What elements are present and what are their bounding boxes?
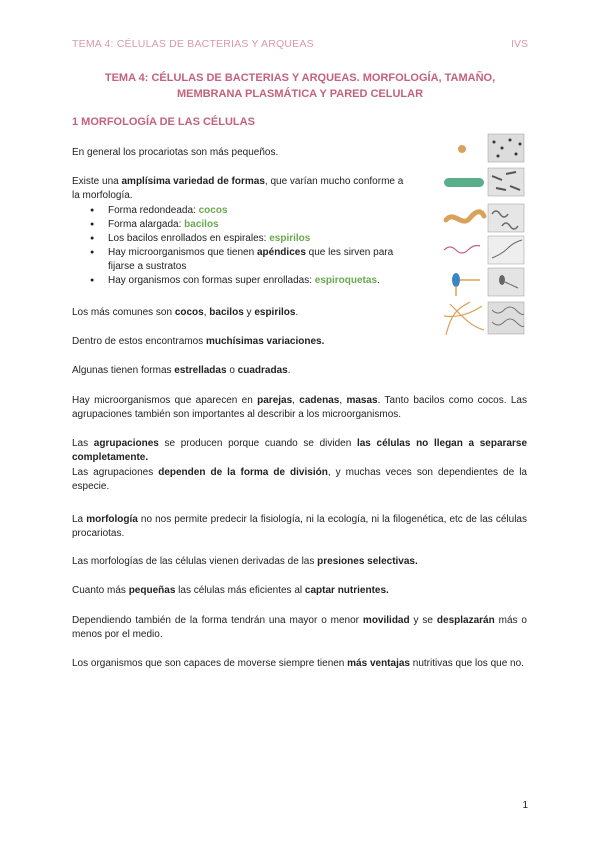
bold-term: estrelladas [174,365,227,376]
bold-term: cadenas [299,395,340,406]
micrograph-dot [515,153,518,156]
bold-term: pequeñas [128,585,176,596]
document-title-line-2: MEMBRANA PLASMÁTICA Y PARED CELULAR [176,88,424,100]
text-span: Cuanto más [72,585,129,596]
text-span: que les sirven para fijarse a sustratos [108,247,394,272]
paragraph-mobility [72,614,527,642]
green-term: espiroquetas [314,275,378,286]
bold-term: espirilos [254,307,296,318]
bold-term: amplísima variedad de formas [121,176,265,187]
spirillum-icon [446,212,484,221]
text-span: y se [409,615,437,626]
text-span: , [203,307,210,318]
bold-term: bacilos [209,307,244,318]
micrograph-cell [499,275,505,285]
green-term: espirilos [269,233,311,244]
text-span: Las morfologías de las células vienen derivadas de las [72,556,318,567]
bold-term: movilidad [362,615,410,626]
running-header-title: TEMA 4: CÉLULAS DE BACTERIAS Y ARQUEAS [72,38,314,50]
bold-term: parejas [257,395,293,406]
text-span: Dentro de estos encontramos [72,336,206,347]
bold-term: más ventajas [347,658,410,669]
paragraph-groupings [72,394,527,422]
list-item [72,218,422,232]
coccus-row [458,134,524,162]
document-title [72,70,528,102]
micrograph-dot [519,143,522,146]
bold-term: masas [346,395,378,406]
appendage-icon [444,246,480,254]
bold-term: desplazarán [436,615,495,626]
bacillus-row [444,168,524,196]
bold-term: cocos [174,307,204,318]
paragraph-shapes [72,364,290,378]
text-span: nutritivas que los que no. [409,658,524,669]
text-span: más o menos por el medio. [72,615,527,640]
bold-term: dependen de la forma de división [158,467,328,478]
text-span: Forma redondeada: [108,205,199,216]
bacillus-micrograph [488,168,524,196]
micrograph-dot [493,141,496,144]
text-span: . [287,365,291,376]
list-item [72,204,422,218]
text-span: . [377,275,380,286]
spirillum-row [446,204,524,232]
document-title-line-1: TEMA 4: CÉLULAS DE BACTERIAS Y ARQUEAS. MORFOLOGÍA, TAMAÑO, [104,72,496,84]
bold-term: cuadradas [237,365,288,376]
running-header-initials: IVS [511,38,528,50]
text-span: . [295,307,299,318]
paragraph-pressures [72,555,418,569]
text-span: La [72,514,87,525]
paragraph-nutrients [72,584,389,598]
paragraph-species [72,466,527,494]
text-span: , y muchas veces son dependientes de la especie. [72,467,527,492]
page-number: 1 [522,800,528,811]
spirochete-row [444,302,524,335]
list-item [72,246,422,274]
bold-term: captar nutrientes. [304,585,389,596]
text-span: , [339,395,347,406]
text-span: las células más eficientes al [175,585,305,596]
text-span: Hay organismos con formas super enrolladas: [108,275,315,286]
text-span: o [226,365,238,376]
stalked-row [452,268,524,296]
paragraph-size: En general los procariotas son más pequeños. [72,147,279,158]
bold-term: muchísimas variaciones. [205,336,325,347]
list-item [72,274,422,288]
text-span: Forma alargada: [108,219,185,230]
text-span: Existe una [72,176,122,187]
micrograph-dot [497,155,500,158]
text-span: Las [72,438,94,449]
paragraph-common [72,306,298,320]
text-span: Los organismos que son capaces de moverse siempre tienen [72,658,348,669]
text-span: Hay microorganismos que tienen [108,247,257,258]
text-span: Dependiendo también de la forma tendrán una mayor o menor [72,615,363,626]
spirochete-micrograph [488,302,524,334]
paragraph-variations [72,335,324,349]
text-span: , [292,395,300,406]
text-span: y [243,307,255,318]
text-span: no nos permite predecir la fisiología, ni la ecología, ni la filogenética, etc de las células procariotas. [72,514,527,539]
spirillum-micrograph [488,204,524,232]
morphology-illustration [440,130,536,340]
bold-term: agrupaciones [93,438,159,449]
bold-term: presiones selectivas. [317,556,418,567]
micrograph-dot [501,147,504,150]
text-span: Los más comunes son [72,307,175,318]
paragraph-variety [72,175,412,203]
morphology-figure [440,130,536,340]
spirochete-icon [444,302,484,335]
paragraph-division [72,437,527,465]
paragraph-advantages [72,657,527,671]
appendage-row [444,236,524,264]
bold-term: apéndices [256,247,306,258]
bacillus-icon [444,178,484,187]
bold-term: las células no llegan a separarse completamente. [72,438,528,463]
text-span: Las agrupaciones [72,467,159,478]
green-term: bacilos [184,219,219,230]
list-item [72,232,422,246]
stalked-cell-icon [452,273,460,287]
text-span: . Tanto bacilos como cocos. Las agrupaciones también son importantes al describir a los microorganismos. [72,395,527,420]
text-span: Algunas tienen formas [72,365,175,376]
text-span: , que varían mucho conforme a la morfología. [72,176,404,201]
bold-term: morfología [86,514,138,525]
paragraph-morphology [72,513,527,541]
text-span: Hay microorganismos que aparecen en [72,395,258,406]
coccus-icon [458,145,466,153]
coccus-micrograph [488,134,524,162]
section-heading: 1 MORFOLOGÍA DE LAS CÉLULAS [72,116,255,128]
text-span: Los bacilos enrollados en espirales: [108,233,270,244]
micrograph-dot [509,139,512,142]
green-term: cocos [198,205,228,216]
shape-list [72,204,422,288]
text-span: se producen porque cuando se dividen [158,438,357,449]
